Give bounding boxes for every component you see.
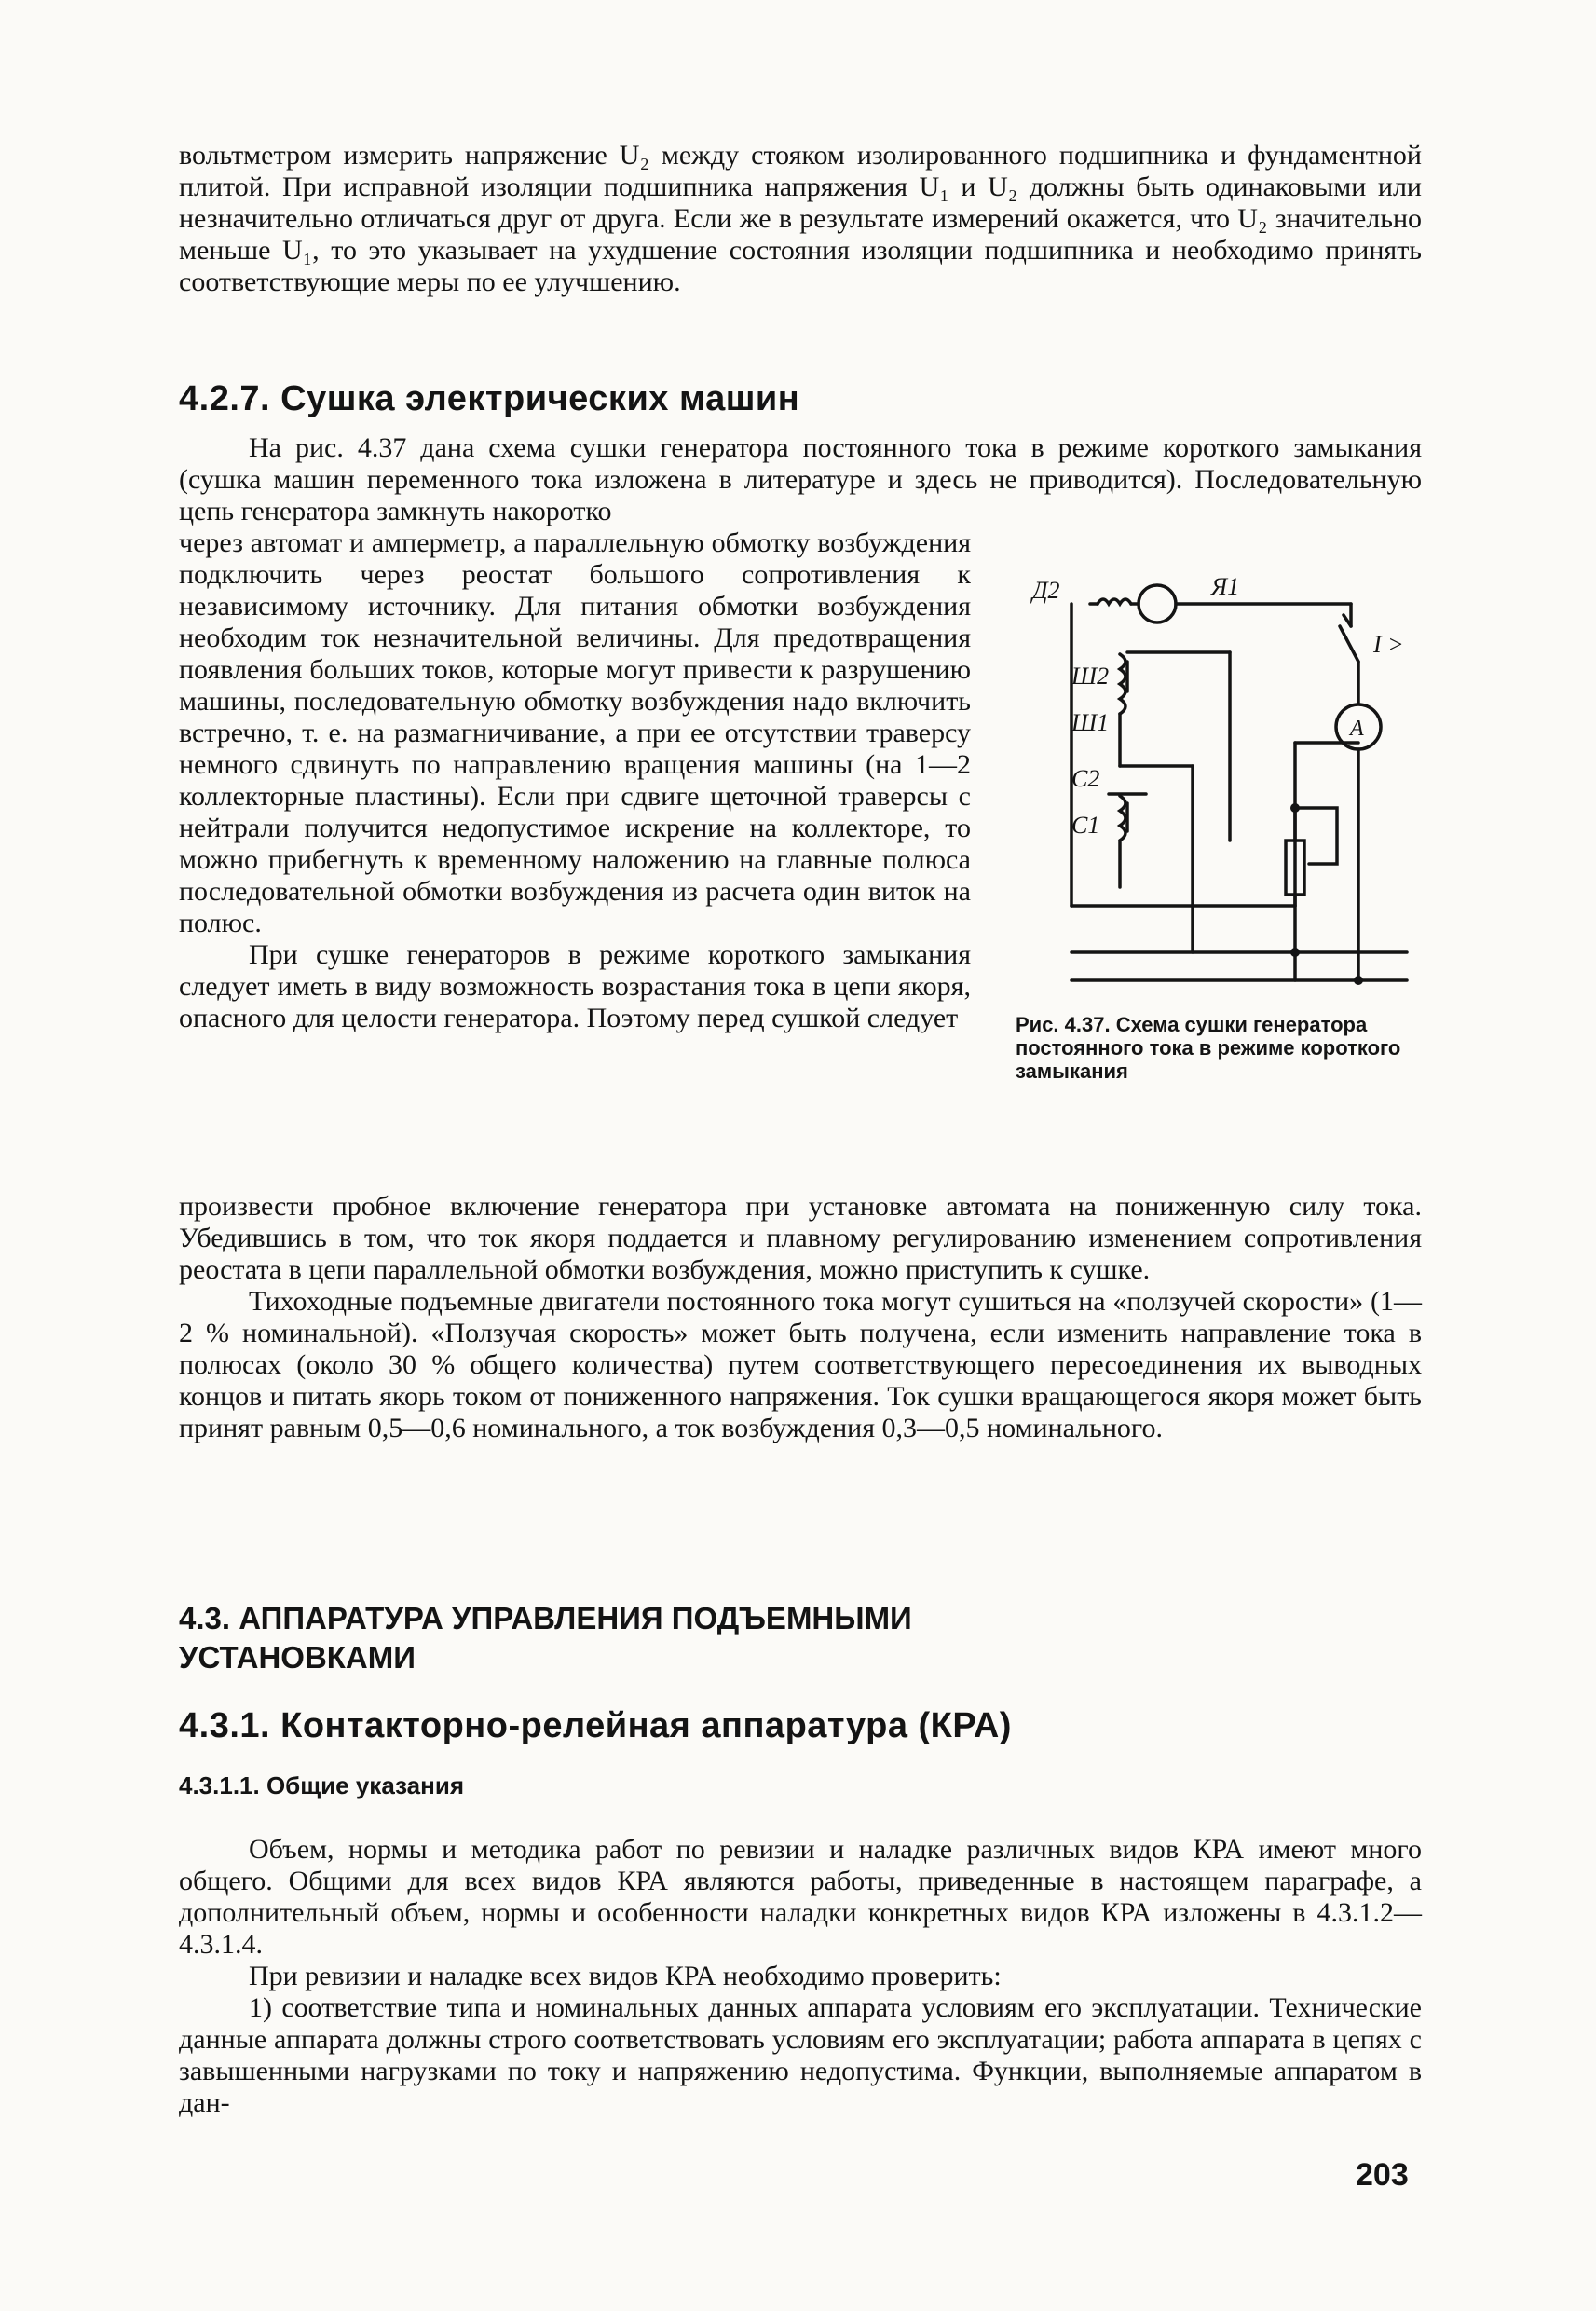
section-4-3: [179, 1599, 1422, 1677]
junction-dot: [1290, 948, 1300, 957]
paragraph-kra-general: Объем, нормы и методика работ по ревизии и наладке различных видов КРА имеют много общего. Общими для всех видов КРА являются работы, приведенные в настоящем параграфе, а дополнительный объем, нормы и особенности наладки конкретных видов КРА изложены в 4.3.1.2—4.3.1.4.: [179, 1834, 1422, 1960]
label-ya1: Я1: [1211, 573, 1240, 600]
section-heading-4-3-1-1: 4.3.1.1. Общие указания: [179, 1771, 464, 1799]
rheostat-slider-wire: [1295, 808, 1337, 864]
top-paragraph: вольтметром измерить напряжение U₂ между стояком изолированного подшипника и фундаментной плитой. При исправной изоляции подшипника напряжения U₁ и U₂ должны быть одинаковыми или незначительно отличаться друг от друга. Если же в результате измерений окажется, что U₂ значительно меньше U₁, то это указывает на ухудшение состояния изоляции подшипника и необходимо принять соответствующие меры по ее улучшению.: [179, 140, 1422, 297]
paragraph-short-circuit-wrap: При сушке генераторов в режиме короткого замыкания следует иметь в виду возможность возрастания тока в цепи якоря, опасного для целости генератора. Поэтому перед сушкой следует: [179, 939, 971, 1033]
wrapped-text-block: [179, 527, 971, 1034]
label-d2: Д2: [1032, 577, 1060, 604]
section-4-2-7-continued: [179, 1191, 1422, 1444]
section-heading-4-2-7: 4.2.7. Сушка электрических машин: [179, 379, 800, 418]
figure-4-37: [1016, 552, 1425, 1083]
label-c2: С2: [1071, 765, 1100, 792]
paragraph-kra-item-1: 1) соответствие типа и номинальных данных аппарата условиям его эксплуатации. Технические данные аппарата должны строго соответствовать условиям его эксплуатации; работа аппарата в цепях с завышенными нагрузками по току и напряжению недопустима. Функции, выполняемые аппаратом в дан-: [179, 1992, 1422, 2118]
series-coil-d2-icon: [1098, 599, 1131, 604]
label-sh1: Ш1: [1071, 709, 1110, 736]
armature-icon: [1139, 585, 1176, 622]
junction-dot: [1290, 803, 1300, 813]
section-4-3-1-1-heading-wrap: [179, 1771, 1422, 1800]
page-number: 203: [1356, 2157, 1409, 2193]
section-4-2-7-heading-wrap: [179, 378, 1422, 419]
shunt-coil-icon: [1120, 654, 1125, 714]
section-4-2-7-intro: [179, 432, 1422, 527]
section-4-3-1-1-body: [179, 1834, 1422, 2119]
paragraph-drying-intro: На рис. 4.37 дана схема сушки генератора постоянного тока в режиме короткого замыкания (сушка машин переменного тока изложена в литературе и здесь не приводится). Последовательную цепь генератора замкнуть накоротко: [179, 432, 1422, 526]
label-sh2: Ш2: [1071, 663, 1110, 690]
label-c1: С1: [1071, 812, 1100, 839]
section-heading-4-3-1: 4.3.1. Контакторно-релейная аппаратура (КРА): [179, 1706, 1012, 1745]
paragraph-drying-wrap: через автомат и амперметр, а параллельную обмотку возбуждения подключить через реостат большого сопротивления к независимому источнику. Для питания обмотки возбуждения необходим ток незначительной величины. Для предотвращения появления больших токов, которые могут привести к разрушению машины, последовательную обмотку возбуждения надо включить встречно, т. е. на размагничивание, а при ее отсутствии траверсу немного сдвинуть по направлению вращения машины (на 1—2 коллекторные пластины). Если при сдвиге щеточной траверсы с нейтрали получится недопустимое искрение на коллекторе, то можно прибегнуть к временному наложению на главные полюса последовательной обмотки возбуждения из расчета один виток на полюс.: [179, 527, 971, 938]
label-breaker: I >: [1373, 631, 1404, 658]
paragraph-short-circuit-full: произвести пробное включение генератора при установке автомата на пониженную силу тока. Убедившись в том, что ток якоря поддается и плавному регулированию изменением сопротивления реостата в цепи параллельной обмотки возбуждения, можно приступить к сушке.: [179, 1191, 1422, 1285]
breaker-switch-icon: [1340, 626, 1358, 662]
paragraph-kra-check: При ревизии и наладке всех видов КРА необходимо проверить:: [249, 1961, 1002, 1991]
series-coil-icon: [1120, 796, 1125, 841]
top-section: [179, 140, 1422, 298]
paragraph-creep-speed: Тихоходные подъемные двигатели постоянного тока могут сушиться на «ползучей скорости» (1—2 % номинальной). «Ползучая скорость» может быть получена, если изменить направление тока в полюсах (около 30 % общего количества) путем соответствующего пересоединения их выводных концов и питать якорь током от пониженного напряжения. Ток сушки вращающегося якоря может быть принят равным 0,5—0,6 номинального, а ток возбуждения 0,3—0,5 номинального.: [179, 1286, 1422, 1443]
drying-circuit-diagram: [1016, 552, 1425, 999]
section-heading-4-3: 4.3. АППАРАТУРА УПРАВЛЕНИЯ ПОДЪЕМНЫМИ УСТАНОВКАМИ: [179, 1601, 912, 1675]
section-4-3-1-heading-wrap: [179, 1705, 1422, 1746]
junction-dot: [1354, 976, 1363, 985]
label-ammeter: A: [1350, 717, 1364, 741]
figure-caption: Рис. 4.37. Схема сушки генератора постоянного тока в режиме короткого замыкания: [1016, 1013, 1401, 1083]
